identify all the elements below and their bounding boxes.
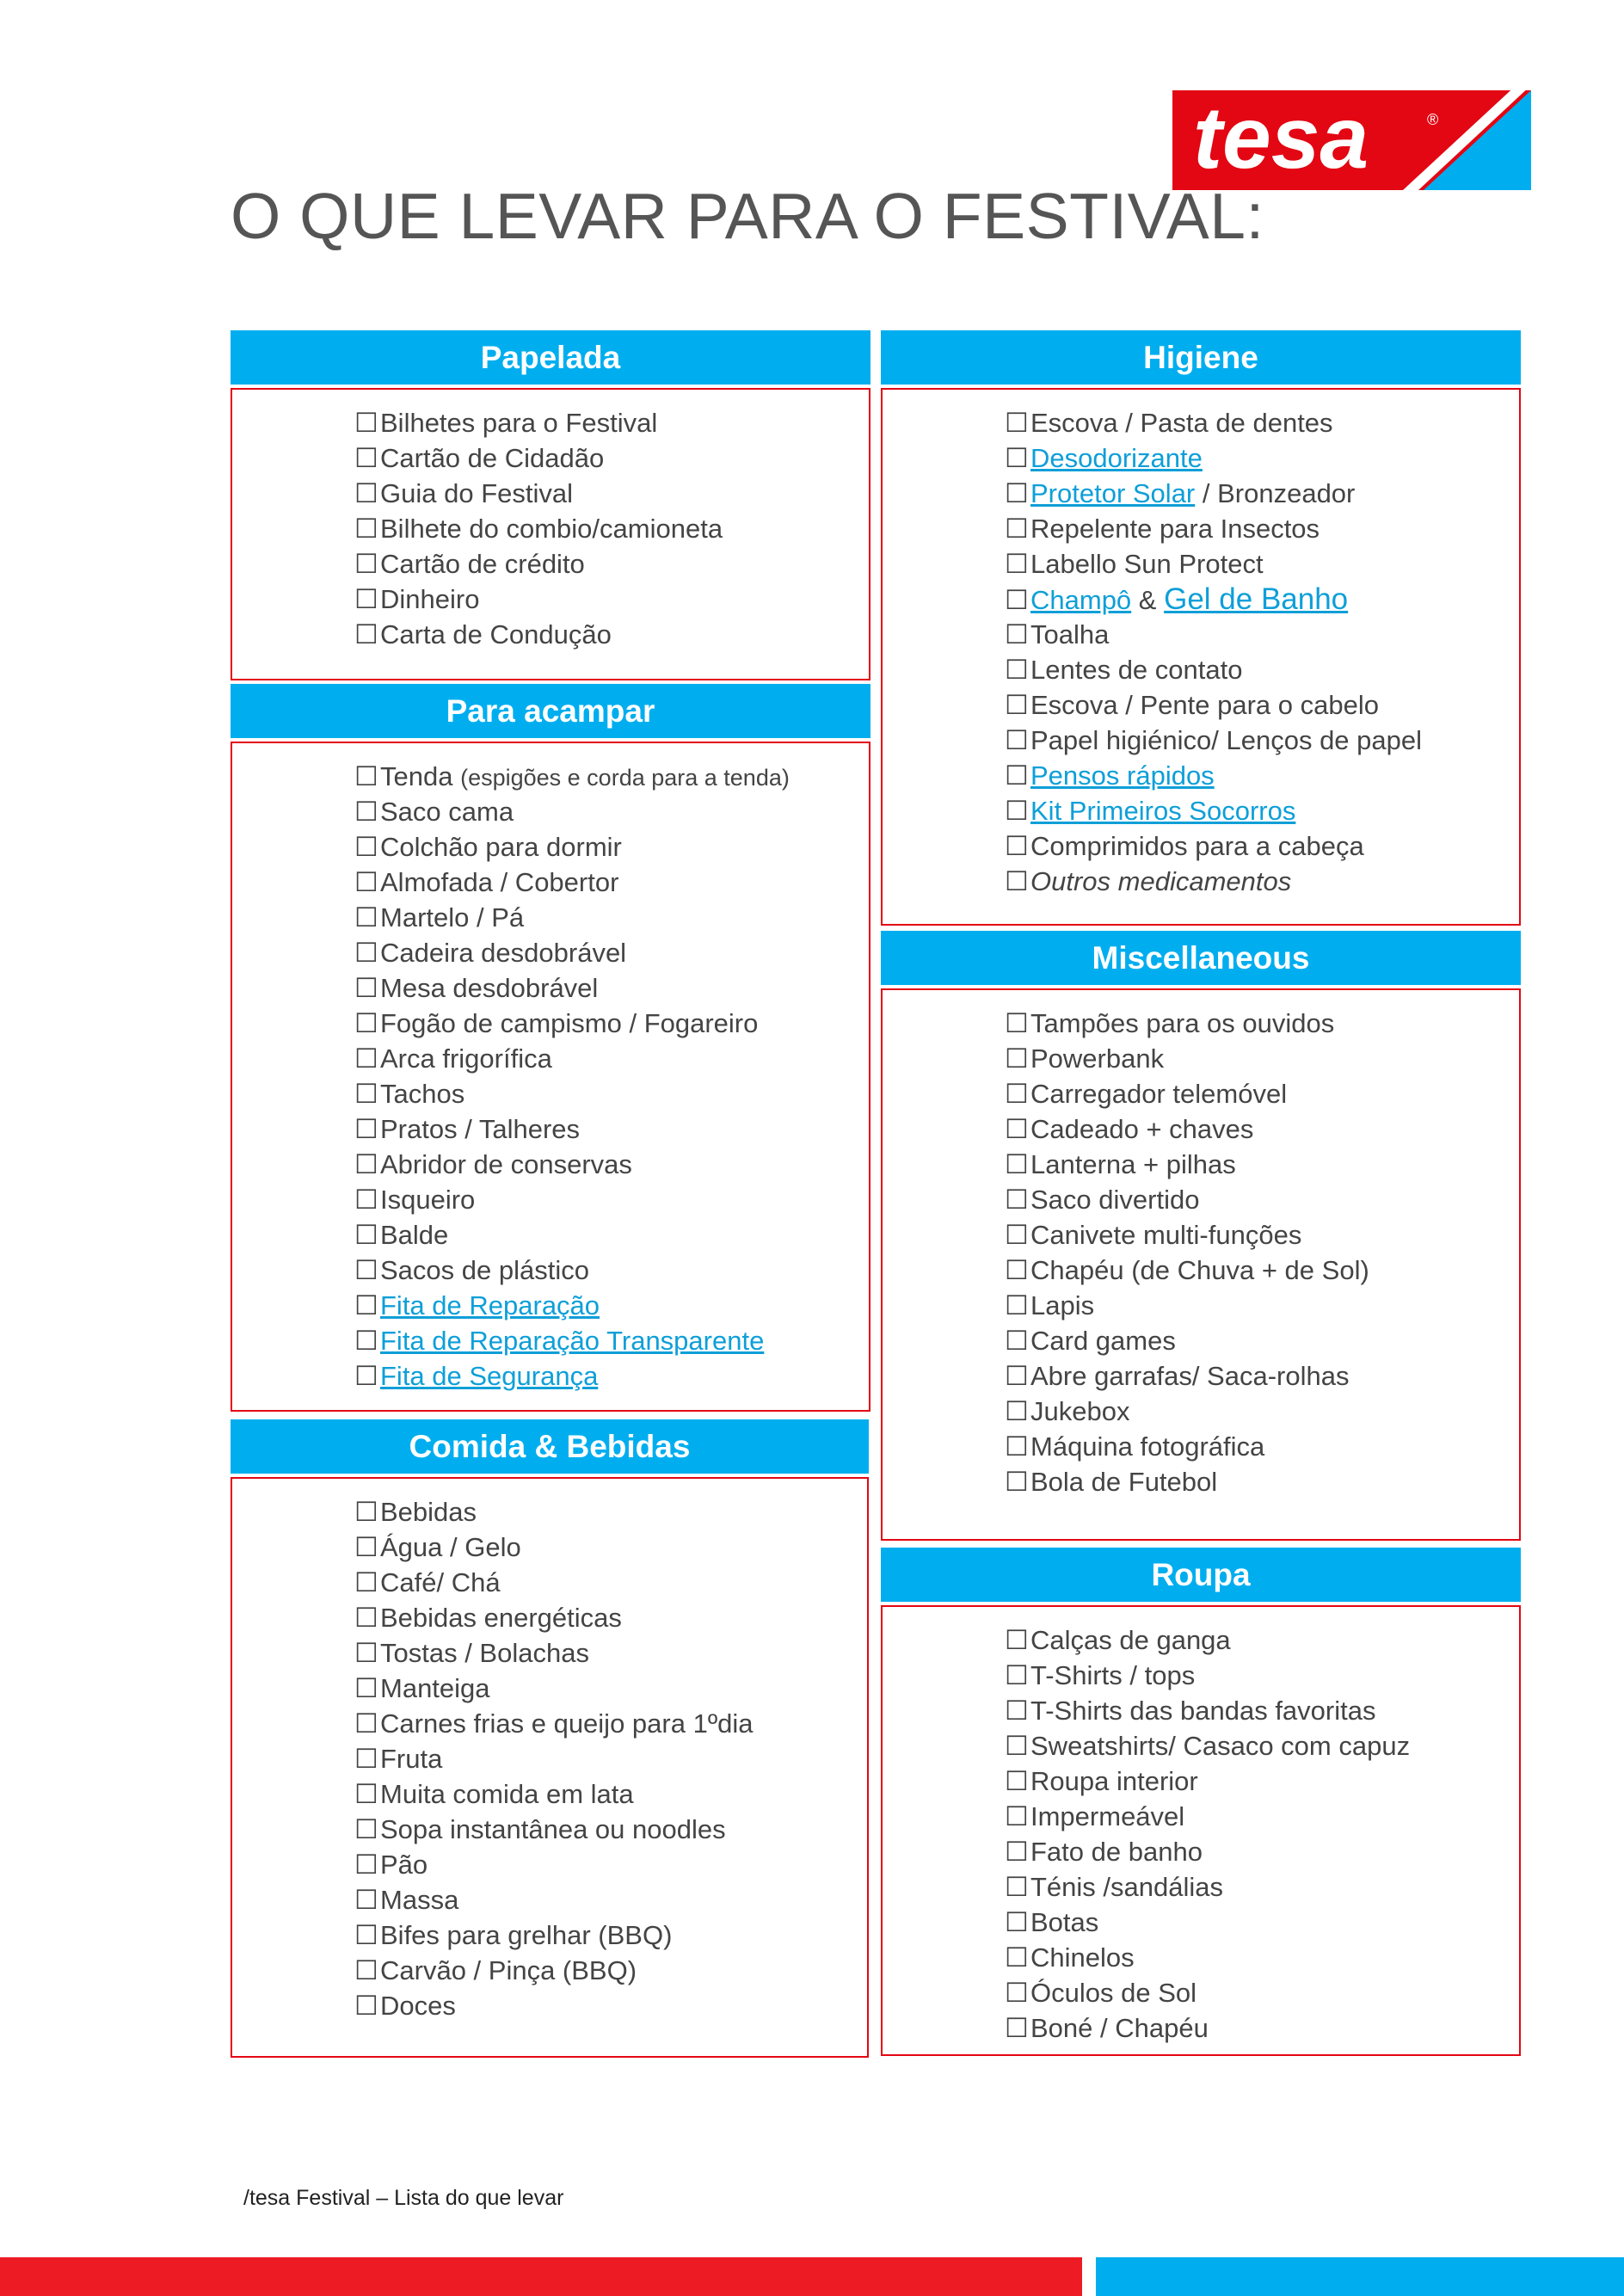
checkbox-icon[interactable]: ☐ [1005, 1872, 1029, 1902]
checklist-item [1005, 687, 1519, 723]
section-miscellaneous [881, 931, 1521, 1541]
checklist-item [354, 1812, 867, 1847]
checklist-item [354, 617, 869, 652]
checkbox-icon[interactable]: ☐ [354, 1079, 378, 1109]
section-title: Miscellaneous [881, 931, 1521, 985]
checkbox-icon[interactable]: ☐ [1005, 443, 1029, 473]
checkbox-icon[interactable]: ☐ [354, 1532, 378, 1562]
section-body [881, 988, 1521, 1541]
item-label: Pratos / Talheres [380, 1114, 581, 1144]
checkbox-icon[interactable]: ☐ [354, 619, 378, 649]
checkbox-icon[interactable]: ☐ [1005, 1625, 1029, 1655]
checklist-item [1005, 582, 1519, 617]
checklist-item [354, 1253, 869, 1288]
checkbox-icon[interactable]: ☐ [1005, 549, 1029, 579]
checkbox-icon[interactable]: ☐ [1005, 1220, 1029, 1250]
checkbox-icon[interactable]: ☐ [354, 1290, 378, 1320]
item-label: Saco divertido [1030, 1185, 1200, 1215]
checklist-item [1005, 1693, 1519, 1728]
item-label: Carnes frias e queijo para 1ºdia [380, 1708, 754, 1739]
checkbox-icon[interactable]: ☐ [354, 584, 378, 614]
section-title: Higiene [881, 330, 1521, 385]
item-label: Fogão de campismo / Fogareiro [380, 1008, 759, 1038]
checkbox-icon[interactable]: ☐ [354, 1920, 378, 1950]
checklist-item [354, 1565, 867, 1600]
checklist-item [1005, 2010, 1519, 2046]
section-para-acampar [231, 684, 870, 1412]
checklist [354, 1494, 867, 2023]
checkbox-icon[interactable]: ☐ [1005, 1907, 1029, 1937]
item-label: Chapéu (de Chuva + de Sol) [1030, 1255, 1369, 1285]
checklist-item [1005, 1869, 1519, 1905]
checkbox-icon[interactable]: ☐ [354, 478, 378, 508]
item-label: Sopa instantânea ou noodles [380, 1814, 726, 1844]
checklist-item [1005, 617, 1519, 652]
checklist-item [354, 900, 869, 935]
item-label: Sacos de plástico [380, 1255, 589, 1285]
checklist-item [354, 1706, 867, 1741]
checklist-item [1005, 1358, 1519, 1394]
checklist-item [354, 1323, 869, 1358]
item-label: Roupa interior [1030, 1766, 1198, 1796]
item-label: Powerbank [1030, 1043, 1165, 1074]
checkbox-icon[interactable]: ☐ [354, 1744, 378, 1774]
item-label: Jukebox [1030, 1396, 1130, 1426]
checklist-item [1005, 1764, 1519, 1799]
checkbox-icon[interactable]: ☐ [1005, 1361, 1029, 1391]
checklist-item [1005, 1288, 1519, 1323]
item-label: Bilhete do combio/camioneta [380, 514, 723, 544]
item-note: (espigões e corda para a tenda) [460, 765, 790, 791]
checkbox-icon[interactable]: ☐ [354, 1114, 378, 1144]
item-label: Fato de banho [1030, 1837, 1203, 1867]
checklist-item [1005, 546, 1519, 582]
checklist-item [1005, 652, 1519, 687]
item-label: Labello Sun Protect [1030, 549, 1264, 579]
item-label: Café/ Chá [380, 1567, 501, 1597]
checkbox-icon[interactable]: ☐ [354, 1603, 378, 1633]
checklist-item [1005, 1834, 1519, 1869]
item-label: Mesa desdobrável [380, 973, 599, 1003]
section-body [881, 388, 1521, 926]
checklist-item [354, 1111, 869, 1147]
checklist-item [354, 1530, 867, 1565]
checkbox-icon[interactable]: ☐ [354, 1885, 378, 1915]
item-label: Bola de Futebol [1030, 1467, 1218, 1497]
checkbox-icon[interactable]: ☐ [354, 514, 378, 544]
checklist [354, 759, 869, 1394]
checklist-item [354, 1847, 867, 1882]
item-label: Óculos de Sol [1030, 1978, 1196, 2008]
item-label: Ténis /sandálias [1030, 1872, 1224, 1902]
checkbox-icon[interactable]: ☐ [354, 1008, 378, 1038]
checklist-item [1005, 1658, 1519, 1693]
item-label: Isqueiro [380, 1185, 476, 1215]
item-label: Água / Gelo [380, 1532, 521, 1562]
checkbox-icon[interactable]: ☐ [354, 1991, 378, 2021]
checkbox-icon[interactable]: ☐ [1005, 1837, 1029, 1867]
checklist-item [1005, 828, 1519, 864]
checkbox-icon[interactable]: ☐ [354, 1850, 378, 1880]
checklist-item [1005, 1217, 1519, 1253]
checklist-item [354, 1600, 867, 1635]
checklist-item [354, 546, 869, 582]
checkbox-icon[interactable]: ☐ [354, 1638, 378, 1668]
item-link[interactable]: Fita de Segurança [380, 1361, 599, 1391]
item-label: Cartão de crédito [380, 549, 585, 579]
item-label: Tampões para os ouvidos [1030, 1008, 1335, 1038]
footer-bar-red [0, 2257, 1082, 2296]
item-label: Manteiga [380, 1673, 490, 1703]
checklist-item [354, 405, 869, 440]
checklist-item [1005, 793, 1519, 828]
checkbox-icon[interactable]: ☐ [354, 1185, 378, 1215]
checkbox-icon[interactable]: ☐ [354, 1255, 378, 1285]
item-link[interactable]: Fita de Reparação Transparente [380, 1326, 765, 1356]
checkbox-icon[interactable]: ☐ [1005, 1043, 1029, 1074]
item-link[interactable]: Kit Primeiros Socorros [1030, 796, 1296, 826]
checklist-item [1005, 1111, 1519, 1147]
item-label: T-Shirts / tops [1030, 1660, 1196, 1690]
checklist-item [1005, 758, 1519, 793]
checkbox-icon[interactable]: ☐ [1005, 1255, 1029, 1285]
item-label: Impermeável [1030, 1801, 1185, 1831]
checkbox-icon[interactable]: ☐ [1005, 796, 1029, 826]
section-title: Roupa [881, 1548, 1521, 1602]
checkbox-icon[interactable]: ☐ [354, 973, 378, 1003]
checkbox-icon[interactable]: ☐ [1005, 1467, 1029, 1497]
item-label: Almofada / Cobertor [380, 867, 619, 897]
item-label: Bifes para grelhar (BBQ) [380, 1920, 673, 1950]
item-label: Massa [380, 1885, 459, 1915]
checkbox-icon[interactable]: ☐ [354, 832, 378, 862]
item-label: Martelo / Pá [380, 902, 525, 933]
checklist-item [1005, 440, 1519, 476]
checkbox-icon[interactable]: ☐ [1005, 1731, 1029, 1761]
checkbox-icon[interactable]: ☐ [354, 1149, 378, 1179]
item-label: Botas [1030, 1907, 1099, 1937]
checklist-item [1005, 1076, 1519, 1111]
checklist-item [1005, 864, 1519, 899]
item-label: Boné / Chapéu [1030, 2013, 1209, 2043]
item-label: Bebidas [380, 1497, 477, 1527]
section-title: Papelada [231, 330, 870, 385]
checkbox-icon[interactable]: ☐ [1005, 1149, 1029, 1179]
checklist-item [354, 1041, 869, 1076]
section-papelada [231, 330, 870, 680]
item-label: Bilhetes para o Festival [380, 408, 658, 438]
checklist [1005, 1622, 1519, 2046]
checkbox-icon[interactable]: ☐ [1005, 1801, 1029, 1831]
checklist-item [354, 759, 869, 794]
item-label: Abridor de conservas [380, 1149, 632, 1179]
item-label: Chinelos [1030, 1942, 1135, 1973]
section-higiene [881, 330, 1521, 926]
checkbox-icon[interactable]: ☐ [354, 1955, 378, 1985]
checkbox-icon[interactable]: ☐ [354, 902, 378, 933]
item-link[interactable]: Protetor Solar [1030, 478, 1196, 508]
checklist [354, 405, 869, 652]
item-label: Colchão para dormir [380, 832, 622, 862]
checkbox-icon[interactable]: ☐ [1005, 408, 1029, 438]
logo-wordmark: tesa [1193, 90, 1369, 187]
checklist-item [1005, 1429, 1519, 1464]
item-label: Cadeado + chaves [1030, 1114, 1254, 1144]
item-label: Dinheiro [380, 584, 480, 614]
section-body [231, 388, 870, 680]
item-joiner: & [1131, 585, 1165, 615]
checklist-item [354, 1988, 867, 2023]
checklist-item [354, 582, 869, 617]
item-label: Escova / Pasta de dentes [1030, 408, 1333, 438]
checklist-item [354, 1635, 867, 1671]
checklist-item [354, 794, 869, 829]
checkbox-icon[interactable]: ☐ [1005, 478, 1029, 508]
checklist-item [1005, 1182, 1519, 1217]
checklist-item [354, 1288, 869, 1323]
checklist-item [354, 935, 869, 970]
checklist-item [1005, 1975, 1519, 2010]
item-label: Canivete multi-funções [1030, 1220, 1302, 1250]
checkbox-icon[interactable]: ☐ [354, 938, 378, 968]
checklist-item [1005, 1253, 1519, 1288]
checkbox-icon[interactable]: ☐ [354, 1043, 378, 1074]
item-label: Sweatshirts/ Casaco com capuz [1030, 1731, 1411, 1761]
item-label: Bebidas energéticas [380, 1603, 622, 1633]
checkbox-icon[interactable]: ☐ [1005, 760, 1029, 791]
tesa-logo [1172, 90, 1531, 190]
checkbox-icon[interactable]: ☐ [1005, 1290, 1029, 1320]
item-label: Abre garrafas/ Saca-rolhas [1030, 1361, 1350, 1391]
item-label: Doces [380, 1991, 456, 2021]
item-label: Balde [380, 1220, 449, 1250]
checklist-item [1005, 1394, 1519, 1429]
checklist-item [354, 1217, 869, 1253]
checkbox-icon[interactable]: ☐ [354, 1220, 378, 1250]
checklist-item [354, 1147, 869, 1182]
checklist-item [354, 1741, 867, 1776]
section-body [231, 1477, 869, 2058]
checkbox-icon[interactable]: ☐ [354, 408, 378, 438]
checklist-item [1005, 1147, 1519, 1182]
item-label: Tostas / Bolachas [380, 1638, 589, 1668]
section-title: Para acampar [231, 684, 870, 738]
item-link[interactable]: Desodorizante [1030, 443, 1203, 473]
checklist-item [354, 1006, 869, 1041]
checkbox-icon[interactable]: ☐ [1005, 725, 1029, 755]
section-roupa [881, 1548, 1521, 2056]
checkbox-icon[interactable]: ☐ [354, 1779, 378, 1809]
checkbox-icon[interactable]: ☐ [1005, 655, 1029, 685]
checkbox-icon[interactable]: ☐ [1005, 690, 1029, 720]
item-label: Cadeira desdobrável [380, 938, 627, 968]
checklist [1005, 1006, 1519, 1499]
item-label: Carta de Condução [380, 619, 612, 649]
checkbox-icon[interactable]: ☐ [1005, 866, 1029, 896]
checkbox-icon[interactable]: ☐ [1005, 1696, 1029, 1726]
item-label: Tachos [380, 1079, 465, 1109]
item-label: Tenda [380, 761, 453, 791]
checkbox-icon[interactable]: ☐ [1005, 1114, 1029, 1144]
checkbox-icon[interactable]: ☐ [354, 1497, 378, 1527]
checklist-item [1005, 511, 1519, 546]
item-label: Muita comida em lata [380, 1779, 634, 1809]
checkbox-icon[interactable]: ☐ [354, 761, 378, 791]
checklist-item [1005, 1622, 1519, 1658]
checkbox-icon[interactable]: ☐ [1005, 619, 1029, 649]
item-link[interactable]: Pensos rápidos [1030, 760, 1215, 791]
checklist-item [1005, 1323, 1519, 1358]
checkbox-icon[interactable]: ☐ [1005, 1766, 1029, 1796]
checkbox-icon[interactable]: ☐ [1005, 585, 1029, 615]
item-label: Outros medicamentos [1030, 866, 1292, 896]
checklist-item [1005, 723, 1519, 758]
item-label: Lentes de contato [1030, 655, 1243, 685]
item-link[interactable]: Champô [1030, 585, 1132, 615]
checklist-item [354, 440, 869, 476]
checkbox-icon[interactable]: ☐ [1005, 2013, 1029, 2043]
checklist-item [354, 970, 869, 1006]
checklist-item [1005, 1041, 1519, 1076]
item-label: Comprimidos para a cabeça [1030, 831, 1364, 861]
checkbox-icon[interactable]: ☐ [354, 1567, 378, 1597]
checkbox-icon[interactable]: ☐ [354, 1708, 378, 1739]
item-label: Repelente para Insectos [1030, 514, 1320, 544]
item-label: Máquina fotográfica [1030, 1431, 1265, 1462]
checklist-item [354, 1953, 867, 1988]
checklist-item [354, 829, 869, 865]
checkbox-icon[interactable]: ☐ [354, 867, 378, 897]
item-label: Toalha [1030, 619, 1110, 649]
checklist-item [354, 1882, 867, 1917]
checklist-item [354, 1076, 869, 1111]
checklist-item [354, 1776, 867, 1812]
checkbox-icon[interactable]: ☐ [1005, 514, 1029, 544]
checklist-item [354, 1182, 869, 1217]
checkbox-icon[interactable]: ☐ [1005, 1431, 1029, 1462]
item-label: Fruta [380, 1744, 443, 1774]
checkbox-icon[interactable]: ☐ [354, 1361, 378, 1391]
checkbox-icon[interactable]: ☐ [1005, 1660, 1029, 1690]
item-label: Saco cama [380, 797, 514, 827]
checklist-item [1005, 1464, 1519, 1499]
item-label: T-Shirts das bandas favoritas [1030, 1696, 1376, 1726]
checkbox-icon[interactable]: ☐ [354, 1326, 378, 1356]
checklist-item [354, 865, 869, 900]
checkbox-icon[interactable]: ☐ [1005, 831, 1029, 861]
checkbox-icon[interactable]: ☐ [1005, 1185, 1029, 1215]
footer-bar-blue [1096, 2257, 1624, 2296]
checkbox-icon[interactable]: ☐ [354, 443, 378, 473]
checkbox-icon[interactable]: ☐ [354, 797, 378, 827]
checkbox-icon[interactable]: ☐ [354, 549, 378, 579]
section-body [881, 1605, 1521, 2056]
checkbox-icon[interactable]: ☐ [1005, 1942, 1029, 1973]
item-label: Escova / Pente para o cabelo [1030, 690, 1379, 720]
footer-text: /tesa Festival – Lista do que levar [243, 2186, 564, 2210]
item-label: Cartão de Cidadão [380, 443, 605, 473]
section-title: Comida & Bebidas [231, 1419, 869, 1474]
item-label: Lanterna + pilhas [1030, 1149, 1236, 1179]
checklist-item [354, 1917, 867, 1953]
checklist-item [354, 1494, 867, 1530]
checklist-item [1005, 1940, 1519, 1975]
checklist-item [1005, 405, 1519, 440]
item-label: Carregador telemóvel [1030, 1079, 1288, 1109]
checklist-item [354, 511, 869, 546]
registered-mark: ® [1427, 111, 1439, 128]
checklist-item [1005, 1728, 1519, 1764]
checklist-item [354, 1358, 869, 1394]
checklist-item [354, 476, 869, 511]
checklist-item [1005, 476, 1519, 511]
item-label: Calças de ganga [1030, 1625, 1231, 1655]
item-link[interactable]: Gel de Banho [1164, 582, 1349, 616]
checkbox-icon[interactable]: ☐ [1005, 1008, 1029, 1038]
checkbox-icon[interactable]: ☐ [354, 1814, 378, 1844]
item-label: Carvão / Pinça (BBQ) [380, 1955, 637, 1985]
checklist-item [1005, 1006, 1519, 1041]
checkbox-icon[interactable]: ☐ [1005, 1326, 1029, 1356]
item-label: Lapis [1030, 1290, 1095, 1320]
checklist-item [354, 1671, 867, 1706]
item-suffix: / Bronzeador [1195, 478, 1356, 508]
item-label: Guia do Festival [380, 478, 573, 508]
item-label: Arca frigorífica [380, 1043, 552, 1074]
section-comida-bebidas [231, 1419, 869, 2058]
checklist-item [1005, 1799, 1519, 1834]
checklist [1005, 405, 1519, 899]
checkbox-icon[interactable]: ☐ [1005, 1079, 1029, 1109]
item-link[interactable]: Fita de Reparação [380, 1290, 600, 1320]
checkbox-icon[interactable]: ☐ [1005, 1396, 1029, 1426]
section-body [231, 742, 870, 1412]
checklist-item [1005, 1905, 1519, 1940]
item-label: Card games [1030, 1326, 1176, 1356]
item-label: Papel higiénico/ Lenços de papel [1030, 725, 1423, 755]
checkbox-icon[interactable]: ☐ [1005, 1978, 1029, 2008]
checkbox-icon[interactable]: ☐ [354, 1673, 378, 1703]
item-label: Pão [380, 1850, 428, 1880]
page-title: O QUE LEVAR PARA O FESTIVAL: [231, 180, 1264, 252]
